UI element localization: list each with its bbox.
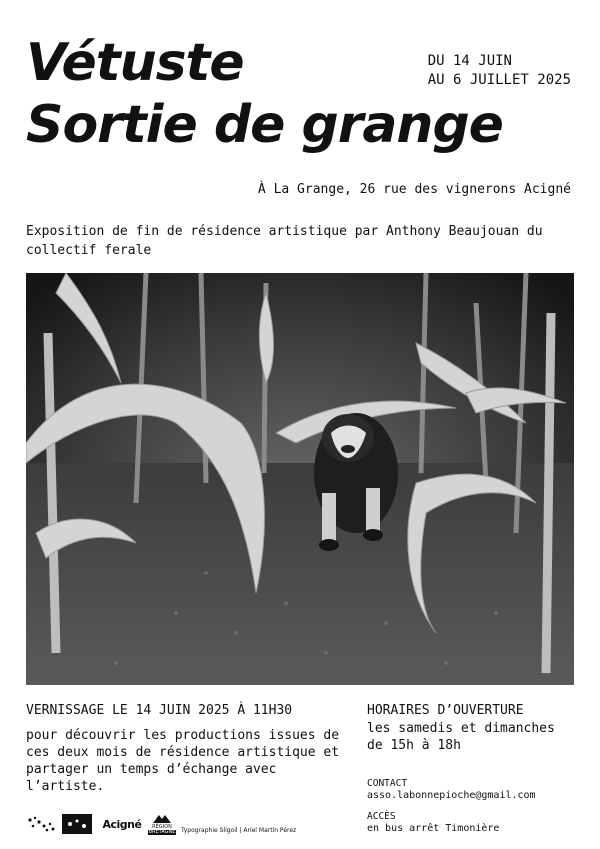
access-label: ACCÈS (367, 811, 396, 822)
region-bretagne-logo (144, 812, 180, 836)
region-line-1: RÉGION (152, 824, 172, 830)
title-line-2: Sortie de grange (26, 95, 503, 155)
opening-hours-text (367, 720, 555, 754)
acigne-logo: Acigné (102, 817, 142, 831)
opening-hours-title: HORAIRES D’OUVERTURE (367, 703, 524, 718)
region-line-2: BRETAGNE (148, 829, 176, 835)
vernissage-title: VERNISSAGE LE 14 JUIN 2025 À 11H30 (26, 703, 293, 718)
contact-label: CONTACT (367, 778, 408, 789)
exhibition-photo (26, 273, 574, 685)
access-text: en bus arrêt Timonière (367, 823, 500, 834)
contact-email: asso.labonnepioche@gmail.com (367, 790, 536, 801)
hours-line-2: de 15h à 18h (367, 738, 461, 753)
title-line-1: Vétuste (26, 33, 244, 93)
dates-line-1: DU 14 JUIN (427, 53, 512, 69)
cornfield-dog-photo (26, 273, 574, 685)
exhibition-dates (428, 52, 571, 90)
hours-line-1: les samedis et dimanches (367, 721, 555, 736)
venue-address: À La Grange, 26 rue des vignerons Acigné (257, 182, 571, 197)
intro-text: Exposition de fin de résidence artistique par Anthony Beaujouan du collectif ferale (26, 224, 543, 258)
dates-line-2: AU 6 JUILLET 2025 (427, 72, 571, 88)
la-bonne-pioche-logo (62, 814, 92, 834)
sparkle-logo (26, 814, 56, 834)
typography-credits: Typographie Sligoil | Ariel Martín Pérez (181, 827, 297, 834)
vernissage-text: pour découvrir les productions issues de ces deux mois de résidence artistique et partager un temps d’échange avec l’artiste. (26, 728, 340, 794)
